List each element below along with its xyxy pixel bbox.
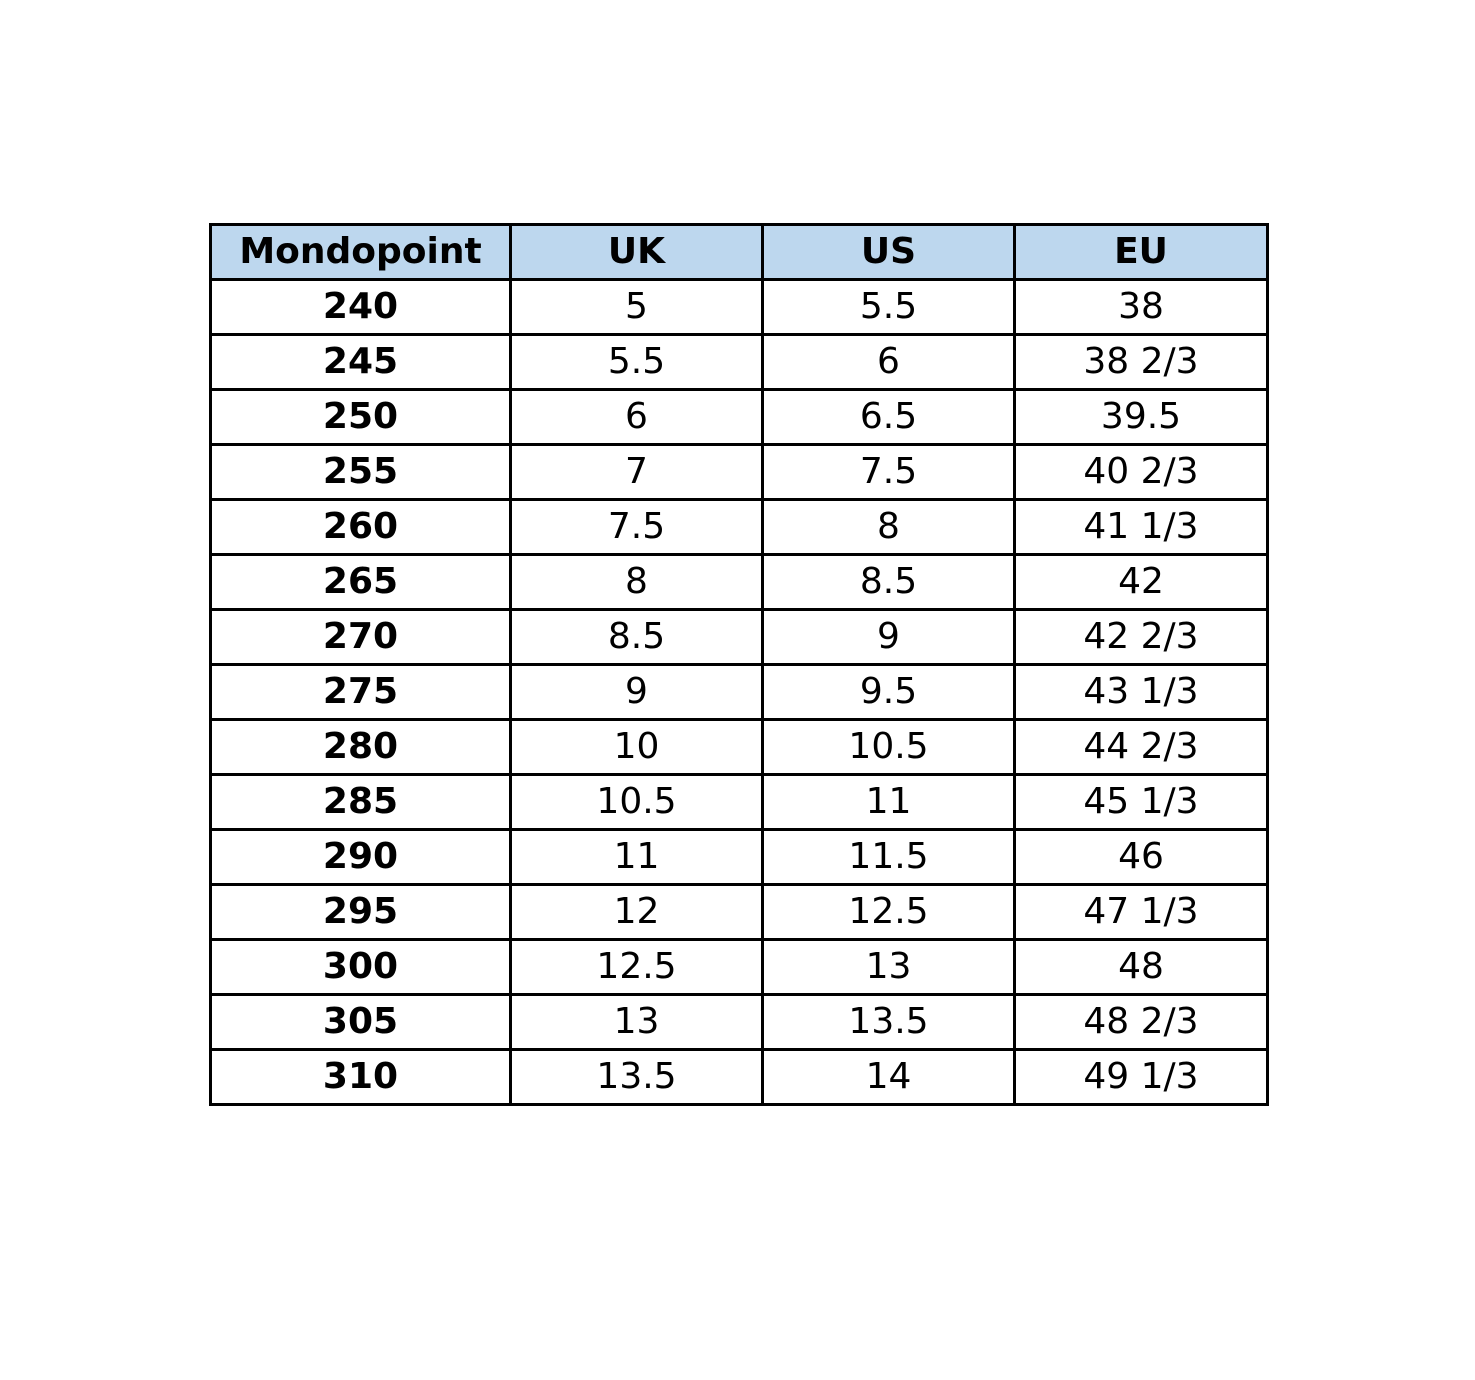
- uk-cell: 12.5: [511, 940, 763, 995]
- header-eu: EU: [1015, 225, 1268, 280]
- uk-cell: 12: [511, 885, 763, 940]
- header-uk: UK: [511, 225, 763, 280]
- us-cell: 9.5: [763, 665, 1015, 720]
- uk-cell: 8: [511, 555, 763, 610]
- table-row: [211, 775, 1268, 830]
- us-cell: 14: [763, 1050, 1015, 1105]
- uk-cell: 7: [511, 445, 763, 500]
- table-row: [211, 445, 1268, 500]
- us-cell: 10.5: [763, 720, 1015, 775]
- eu-cell: 47 1/3: [1015, 885, 1268, 940]
- mondopoint-cell: 280: [211, 720, 511, 775]
- mondopoint-cell: 310: [211, 1050, 511, 1105]
- mondopoint-cell: 285: [211, 775, 511, 830]
- table-row: [211, 885, 1268, 940]
- table-row: [211, 1050, 1268, 1105]
- eu-cell: 39.5: [1015, 390, 1268, 445]
- eu-cell: 43 1/3: [1015, 665, 1268, 720]
- eu-cell: 48 2/3: [1015, 995, 1268, 1050]
- us-cell: 13.5: [763, 995, 1015, 1050]
- eu-cell: 38 2/3: [1015, 335, 1268, 390]
- eu-cell: 42 2/3: [1015, 610, 1268, 665]
- eu-cell: 49 1/3: [1015, 1050, 1268, 1105]
- mondopoint-cell: 255: [211, 445, 511, 500]
- uk-cell: 13: [511, 995, 763, 1050]
- mondopoint-cell: 240: [211, 280, 511, 335]
- table-row: [211, 280, 1268, 335]
- eu-cell: 38: [1015, 280, 1268, 335]
- uk-cell: 13.5: [511, 1050, 763, 1105]
- mondopoint-cell: 275: [211, 665, 511, 720]
- mondopoint-cell: 290: [211, 830, 511, 885]
- us-cell: 6.5: [763, 390, 1015, 445]
- us-cell: 11.5: [763, 830, 1015, 885]
- table-row: [211, 940, 1268, 995]
- us-cell: 8.5: [763, 555, 1015, 610]
- table-row: [211, 610, 1268, 665]
- us-cell: 5.5: [763, 280, 1015, 335]
- table-row: [211, 390, 1268, 445]
- uk-cell: 5: [511, 280, 763, 335]
- eu-cell: 44 2/3: [1015, 720, 1268, 775]
- uk-cell: 8.5: [511, 610, 763, 665]
- uk-cell: 5.5: [511, 335, 763, 390]
- mondopoint-cell: 265: [211, 555, 511, 610]
- uk-cell: 6: [511, 390, 763, 445]
- eu-cell: 48: [1015, 940, 1268, 995]
- us-cell: 8: [763, 500, 1015, 555]
- table-row: [211, 830, 1268, 885]
- us-cell: 7.5: [763, 445, 1015, 500]
- header-us: US: [763, 225, 1015, 280]
- us-cell: 11: [763, 775, 1015, 830]
- table-row: [211, 720, 1268, 775]
- uk-cell: 11: [511, 830, 763, 885]
- header-mondopoint: Mondopoint: [211, 225, 511, 280]
- table-row: [211, 995, 1268, 1050]
- uk-cell: 10: [511, 720, 763, 775]
- uk-cell: 7.5: [511, 500, 763, 555]
- table-header: [211, 225, 1268, 280]
- eu-cell: 46: [1015, 830, 1268, 885]
- table-row: [211, 500, 1268, 555]
- eu-cell: 40 2/3: [1015, 445, 1268, 500]
- mondopoint-cell: 260: [211, 500, 511, 555]
- header-row: [211, 225, 1268, 280]
- table-row: [211, 665, 1268, 720]
- mondopoint-cell: 305: [211, 995, 511, 1050]
- us-cell: 13: [763, 940, 1015, 995]
- us-cell: 6: [763, 335, 1015, 390]
- mondopoint-cell: 270: [211, 610, 511, 665]
- size-conversion-table: [209, 223, 1269, 1106]
- mondopoint-cell: 300: [211, 940, 511, 995]
- table-row: [211, 335, 1268, 390]
- table-row: [211, 555, 1268, 610]
- eu-cell: 45 1/3: [1015, 775, 1268, 830]
- eu-cell: 41 1/3: [1015, 500, 1268, 555]
- eu-cell: 42: [1015, 555, 1268, 610]
- mondopoint-cell: 295: [211, 885, 511, 940]
- mondopoint-cell: 245: [211, 335, 511, 390]
- us-cell: 12.5: [763, 885, 1015, 940]
- table-body: [211, 280, 1268, 1105]
- uk-cell: 10.5: [511, 775, 763, 830]
- us-cell: 9: [763, 610, 1015, 665]
- mondopoint-cell: 250: [211, 390, 511, 445]
- uk-cell: 9: [511, 665, 763, 720]
